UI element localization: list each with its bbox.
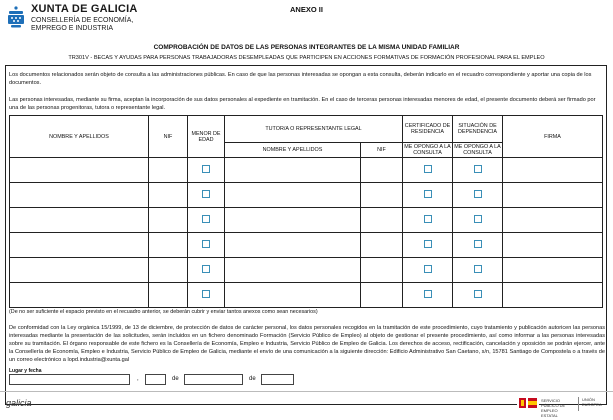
intro-paragraph-2: Las personas interesadas, mediante su firma, aceptan la incorporación de sus datos personales al expediente en tramitación. En el caso de terceras personas interesadas menores de edad, el presente documento deberá ser firmado por una de las personas progenitoras, tutora o representante legal.	[9, 97, 596, 111]
table-body	[10, 158, 603, 308]
year-input[interactable]	[261, 374, 294, 385]
name-cell[interactable]	[10, 183, 149, 208]
minor-checkbox-cell[interactable]	[188, 283, 225, 308]
checkbox[interactable]	[202, 165, 210, 173]
oppose-residence-checkbox-cell[interactable]	[403, 183, 453, 208]
nif-cell[interactable]	[149, 158, 188, 183]
nif-cell[interactable]	[149, 233, 188, 258]
space-note: (De no ser suficiente el espacio previsto en el recuadro anterior, se deberán cubrir y enviar tantos anexos como sean necesarios)	[9, 309, 318, 315]
header-tutor-name: NOMBRE Y APELLIDOS	[225, 143, 361, 158]
checkbox[interactable]	[424, 290, 432, 298]
nif-cell[interactable]	[149, 208, 188, 233]
eu-fund-label: UNIÓN EUROPEA	[578, 397, 608, 411]
minor-checkbox-cell[interactable]	[188, 158, 225, 183]
signature-cell[interactable]	[503, 233, 603, 258]
checkbox[interactable]	[202, 190, 210, 198]
minor-checkbox-cell[interactable]	[188, 183, 225, 208]
checkbox[interactable]	[202, 265, 210, 273]
header-tutor: TUTOR/A O REPRESENTANTE LEGAL	[225, 116, 403, 143]
nif-cell[interactable]	[149, 183, 188, 208]
tutor-name-cell[interactable]	[225, 158, 361, 183]
tutor-name-cell[interactable]	[225, 208, 361, 233]
table-row	[10, 283, 603, 308]
oppose-dependency-checkbox-cell[interactable]	[453, 183, 503, 208]
tutor-name-cell[interactable]	[225, 258, 361, 283]
oppose-dependency-checkbox-cell[interactable]	[453, 233, 503, 258]
month-input[interactable]	[184, 374, 243, 385]
signature-cell[interactable]	[503, 158, 603, 183]
table-row	[10, 258, 603, 283]
minor-checkbox-cell[interactable]	[188, 208, 225, 233]
checkbox[interactable]	[424, 190, 432, 198]
checkbox[interactable]	[474, 215, 482, 223]
checkbox[interactable]	[474, 265, 482, 273]
tutor-nif-cell[interactable]	[361, 233, 403, 258]
place-input[interactable]	[9, 374, 130, 385]
checkbox[interactable]	[474, 290, 482, 298]
sepe-label: SERVICIO PÚBLICO DE EMPLEO ESTATAL	[541, 398, 566, 418]
table-row	[10, 158, 603, 183]
checkbox[interactable]	[424, 165, 432, 173]
tutor-name-cell[interactable]	[225, 283, 361, 308]
nif-cell[interactable]	[149, 258, 188, 283]
name-cell[interactable]	[10, 233, 149, 258]
tutor-nif-cell[interactable]	[361, 158, 403, 183]
name-cell[interactable]	[10, 258, 149, 283]
checkbox[interactable]	[424, 265, 432, 273]
checkbox[interactable]	[202, 240, 210, 248]
place-date-label: Lugar y fecha	[9, 368, 42, 374]
oppose-residence-checkbox-cell[interactable]	[403, 258, 453, 283]
nif-cell[interactable]	[149, 283, 188, 308]
oppose-residence-checkbox-cell[interactable]	[403, 208, 453, 233]
galicia-brand: galicia	[6, 398, 32, 408]
checkbox[interactable]	[474, 240, 482, 248]
oppose-dependency-checkbox-cell[interactable]	[453, 283, 503, 308]
logo-subtitle-1: CONSELLERÍA DE ECONOMÍA,	[31, 17, 134, 24]
tutor-name-cell[interactable]	[225, 183, 361, 208]
header-nif: NIF	[149, 116, 188, 158]
header-signature: FIRMA	[503, 116, 603, 158]
checkbox[interactable]	[474, 190, 482, 198]
checkbox[interactable]	[474, 165, 482, 173]
header-minor: MENOR DE EDAD	[188, 116, 225, 158]
checkbox[interactable]	[202, 215, 210, 223]
tutor-nif-cell[interactable]	[361, 183, 403, 208]
spain-coat-of-arms-icon	[517, 396, 539, 410]
document-title: COMPROBACIÓN DE DATOS DE LAS PERSONAS INTEGRANTES DE LA MISMA UNIDAD FAMILIAR	[153, 44, 460, 51]
data-protection-text: De conformidad con la Ley orgánica 15/1999, de 13 de diciembre, de protección de datos de carácter personal, los datos personales recogidos en la tramitación de este procedimiento, cuyo tratamiento y publicación autoricen las personas interesadas mediante la presentación de las solicitudes, serán incluidos en un fichero denominado Formación (Servicio Público de Empleo) al objeto de gestionar el presente procedimiento, así como informar a las personas interesadas sobre su tramitación. El órgano responsable de este fichero es la Consellería de Economía, Empleo e Industria, Servicio Público de Empleo de Galicia. Los derechos de acceso, rectificación, cancelación y oposición se podrán ejercer, ante la Consellería de Economía, Empleo e Industria, Servicio Público de Empleo de Galicia, mediante el envío de una comunicación a la siguiente dirección: Edificio Administrativo San Caetano, s/n, 15781 Santiago de Compostela o a través de un correo electrónico a lopd.industria@xunta.gal	[9, 325, 605, 363]
comma-separator: ,	[137, 376, 139, 382]
tutor-nif-cell[interactable]	[361, 283, 403, 308]
tutor-name-cell[interactable]	[225, 233, 361, 258]
oppose-dependency-checkbox-cell[interactable]	[453, 208, 503, 233]
signature-cell[interactable]	[503, 183, 603, 208]
name-cell[interactable]	[10, 158, 149, 183]
signature-cell[interactable]	[503, 258, 603, 283]
logo-subtitle-2: EMPREGO E INDUSTRIA	[31, 25, 114, 32]
header-oppose-residence: ME OPONGO A LA CONSULTA	[404, 144, 451, 156]
de-separator-1: de	[172, 376, 179, 382]
minor-checkbox-cell[interactable]	[188, 233, 225, 258]
tutor-nif-cell[interactable]	[361, 208, 403, 233]
header-dependency: SITUACIÓN DE DEPENDENCIA	[453, 116, 503, 143]
table-row	[10, 208, 603, 233]
de-separator-2: de	[249, 376, 256, 382]
header-name: NOMBRE Y APELLIDOS	[10, 116, 149, 158]
family-members-table	[9, 115, 603, 308]
signature-cell[interactable]	[503, 283, 603, 308]
intro-paragraph-1: Los documentos relacionados serán objeto de consulta a las administraciones públicas. En caso de que las personas interesadas se opongan a esta consulta, deberán indicarlo en el recuadro correspondiente y aportar una copia de los documentos.	[9, 72, 592, 86]
header-oppose-dependency: ME OPONGO A LA CONSULTA	[454, 144, 501, 156]
xunta-logo-icon	[6, 5, 26, 31]
header-tutor-nif: NIF	[361, 143, 403, 158]
header-residence: CERTIFICADO DE RESIDENCIA	[403, 116, 453, 143]
footer-divider	[0, 391, 613, 392]
checkbox[interactable]	[424, 240, 432, 248]
signature-cell[interactable]	[503, 208, 603, 233]
annex-label: ANEXO II	[290, 5, 323, 14]
oppose-residence-checkbox-cell[interactable]	[403, 158, 453, 183]
day-input[interactable]	[145, 374, 166, 385]
oppose-residence-checkbox-cell[interactable]	[403, 233, 453, 258]
checkbox[interactable]	[424, 215, 432, 223]
table-row	[10, 183, 603, 208]
minor-checkbox-cell[interactable]	[188, 258, 225, 283]
checkbox[interactable]	[202, 290, 210, 298]
name-cell[interactable]	[10, 208, 149, 233]
tutor-nif-cell[interactable]	[361, 258, 403, 283]
logo-title: XUNTA DE GALICIA	[31, 3, 138, 15]
name-cell[interactable]	[10, 283, 149, 308]
oppose-dependency-checkbox-cell[interactable]	[453, 158, 503, 183]
oppose-dependency-checkbox-cell[interactable]	[453, 258, 503, 283]
oppose-residence-checkbox-cell[interactable]	[403, 283, 453, 308]
document-subtitle: TR301V - BECAS Y AYUDAS PARA PERSONAS TRABAJADORAS DESEMPLEADAS QUE PARTICIPEN EN ACCIONES FORMATIVAS DE FORMACIÓN PROFESIONAL PARA EL EMPLEO	[68, 55, 545, 61]
table-row	[10, 233, 603, 258]
